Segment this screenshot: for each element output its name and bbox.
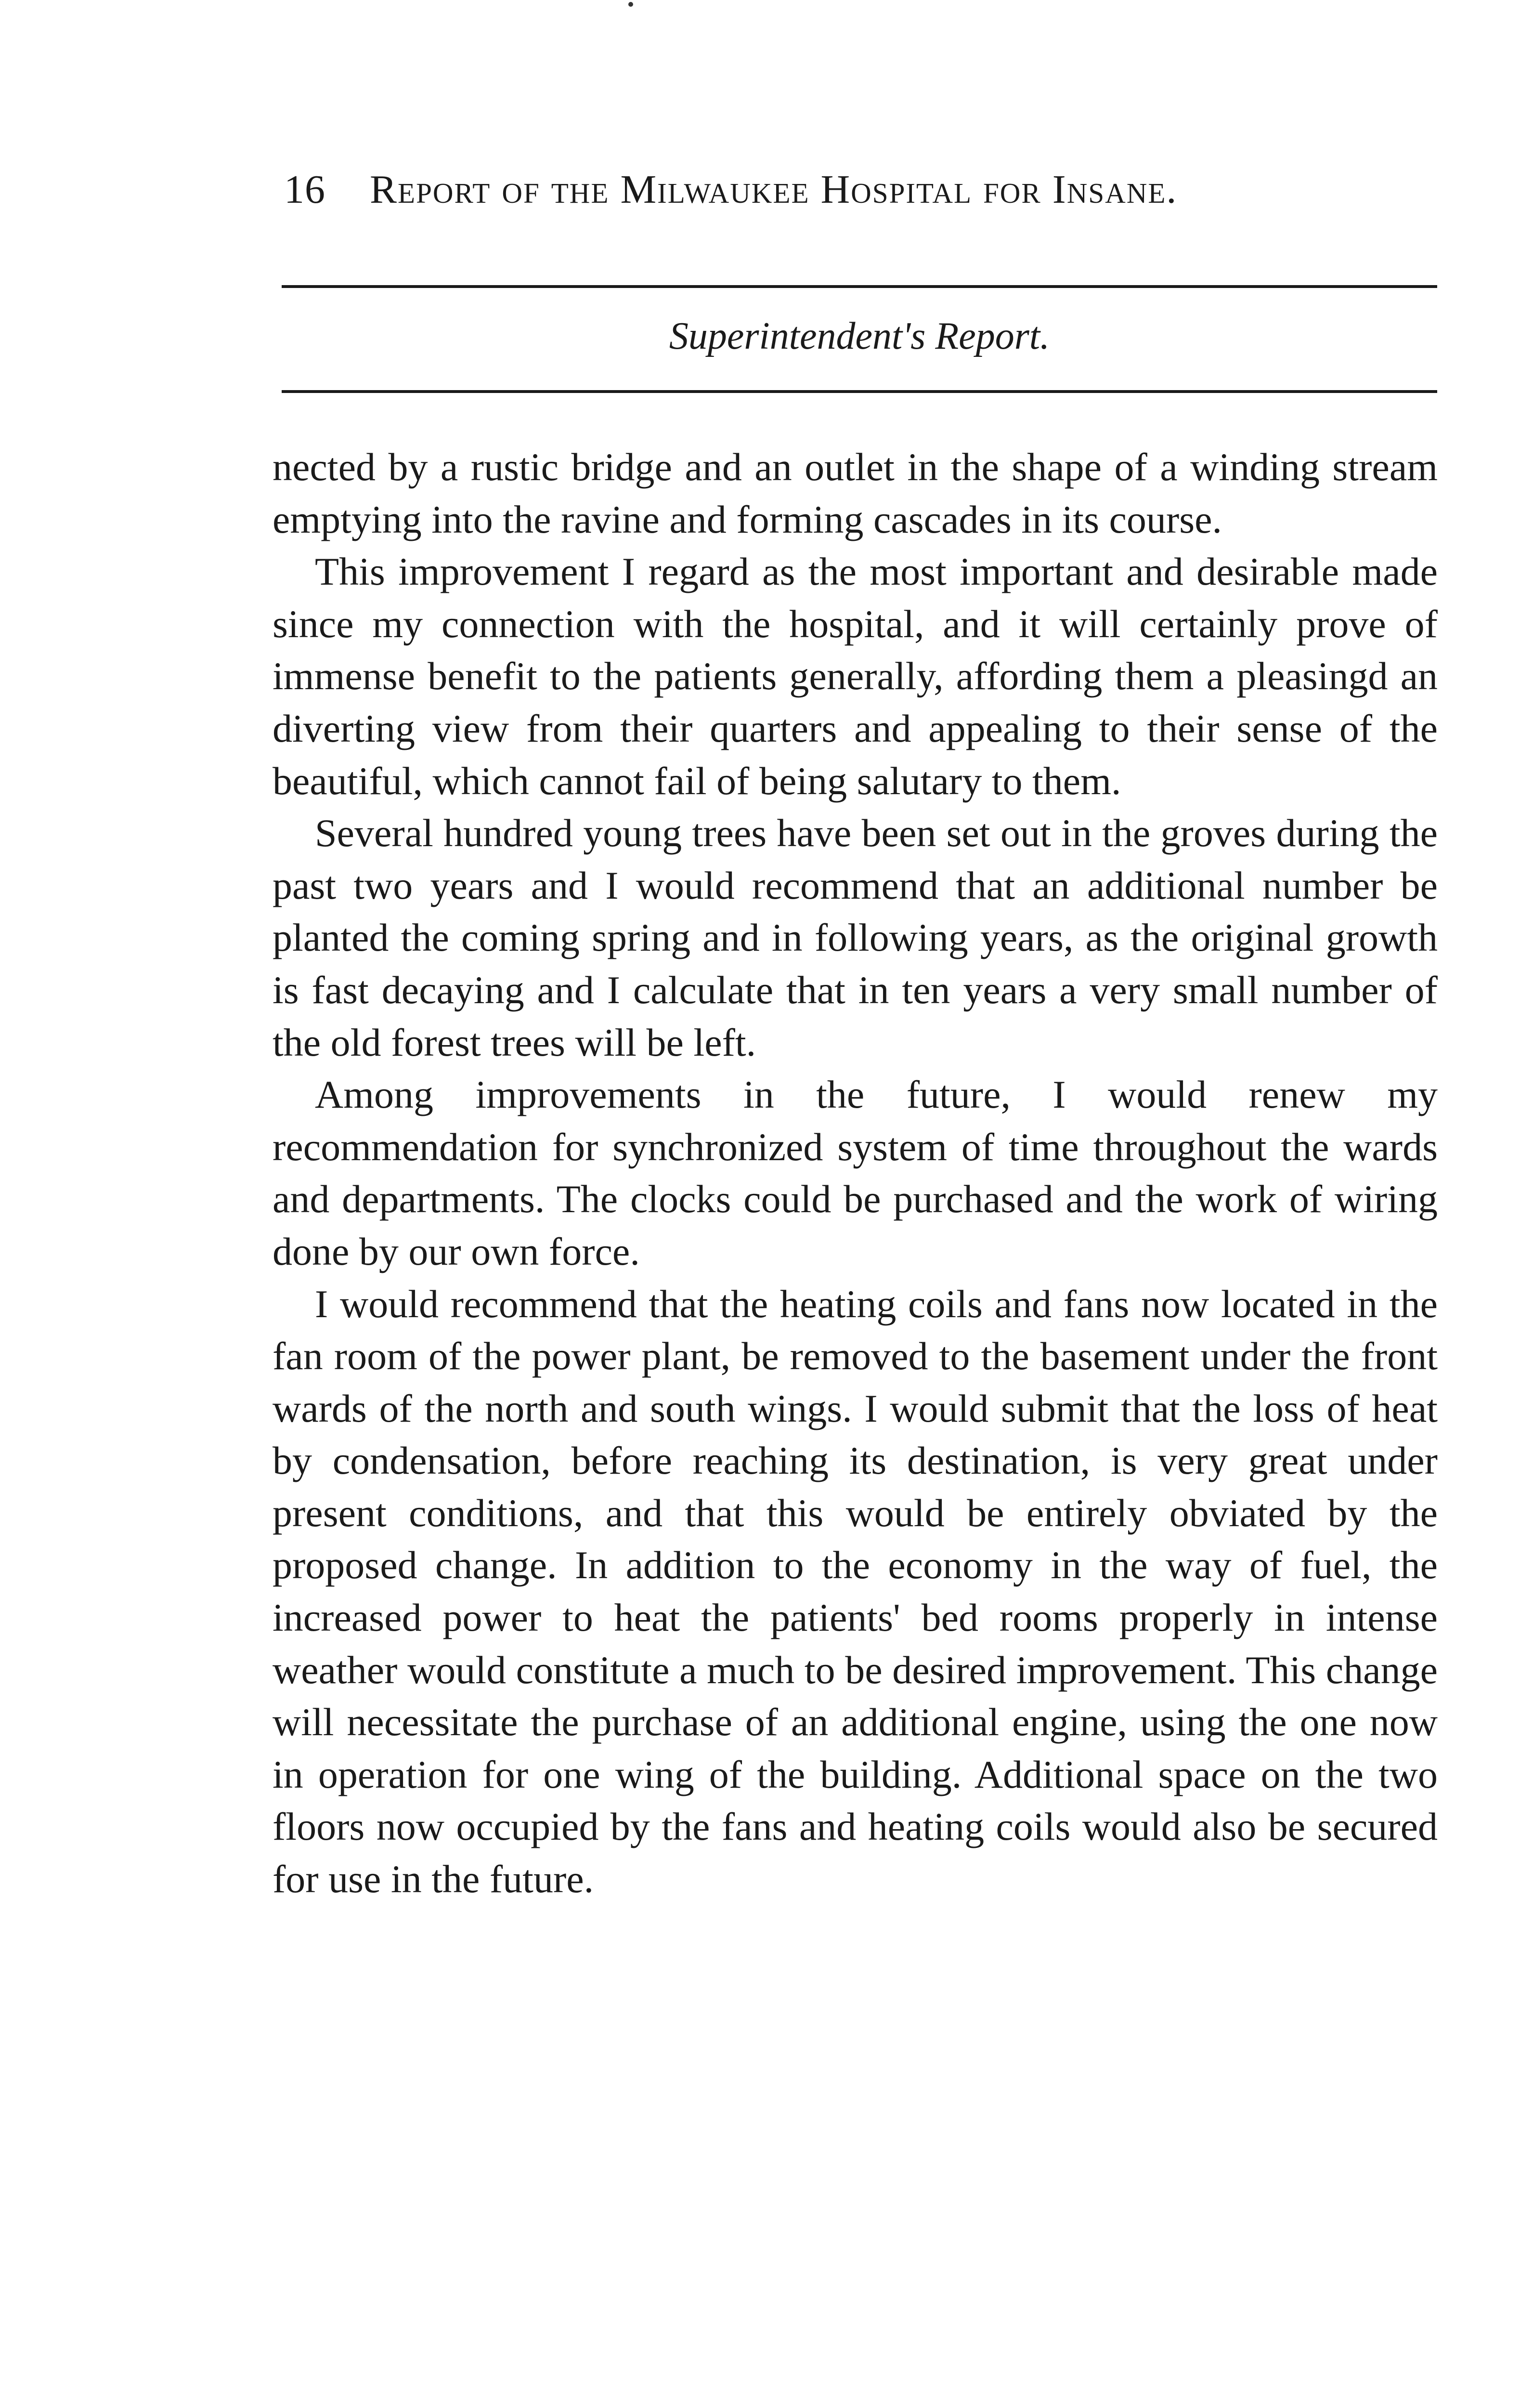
page-number: 16 [284, 167, 325, 212]
running-title: Report of the Milwaukee Hospital for Insane. [370, 167, 1178, 212]
body-text [273, 441, 1438, 1906]
paragraph: nected by a rustic bridge and an outlet in the shape of a winding stream emptying into the ravine and forming cascades in its course. [273, 445, 1438, 541]
running-head [284, 167, 1440, 212]
paragraph: This improvement I regard as the most important and desirable made since my connection with the hospital, and it will certainly prove of immense benefit to the patients generally, affording them a pleasingd an diverting view from their quarters and appealing to their sense of the beautiful, which cannot fail of being salutary to them. [273, 550, 1438, 803]
ink-speck [628, 2, 633, 7]
paragraph: Several hundred young trees have been set out in the groves during the past two years and I would recommend that an additional number be planted the coming spring and in following years, as the original growth is fast decaying and I calculate that in ten years a very small number of the old forest trees will be left. [273, 811, 1438, 1064]
section-title: Superintendent's Report. [669, 315, 1050, 357]
paragraph: I would recommend that the heating coils and fans now located in the fan room of the power plant, be removed to the basement under the front wards of the north and south wings. I would submit that the loss of heat by condensation, before reaching its destination, is very great under present conditions, and that this would be entirely obviated by the proposed change. In addition to the economy in the way of fuel, the increased power to heat the patients' bed rooms properly in intense weather would constitute a much to be desired improvement. This change will necessitate the purchase of an additional engine, using the one now in operation for one wing of the building. Additional space on the two floors now occupied by the fans and heating coils would also be secured for use in the future. [273, 1282, 1438, 1901]
header-rule-bottom [282, 390, 1437, 393]
paragraph: Among improvements in the future, I would renew my recommendation for synchronized system of time throughout the wards and departments. The clocks could be purchased and the work of wiring done by our own force. [273, 1073, 1438, 1273]
header-rule-top [282, 285, 1437, 288]
